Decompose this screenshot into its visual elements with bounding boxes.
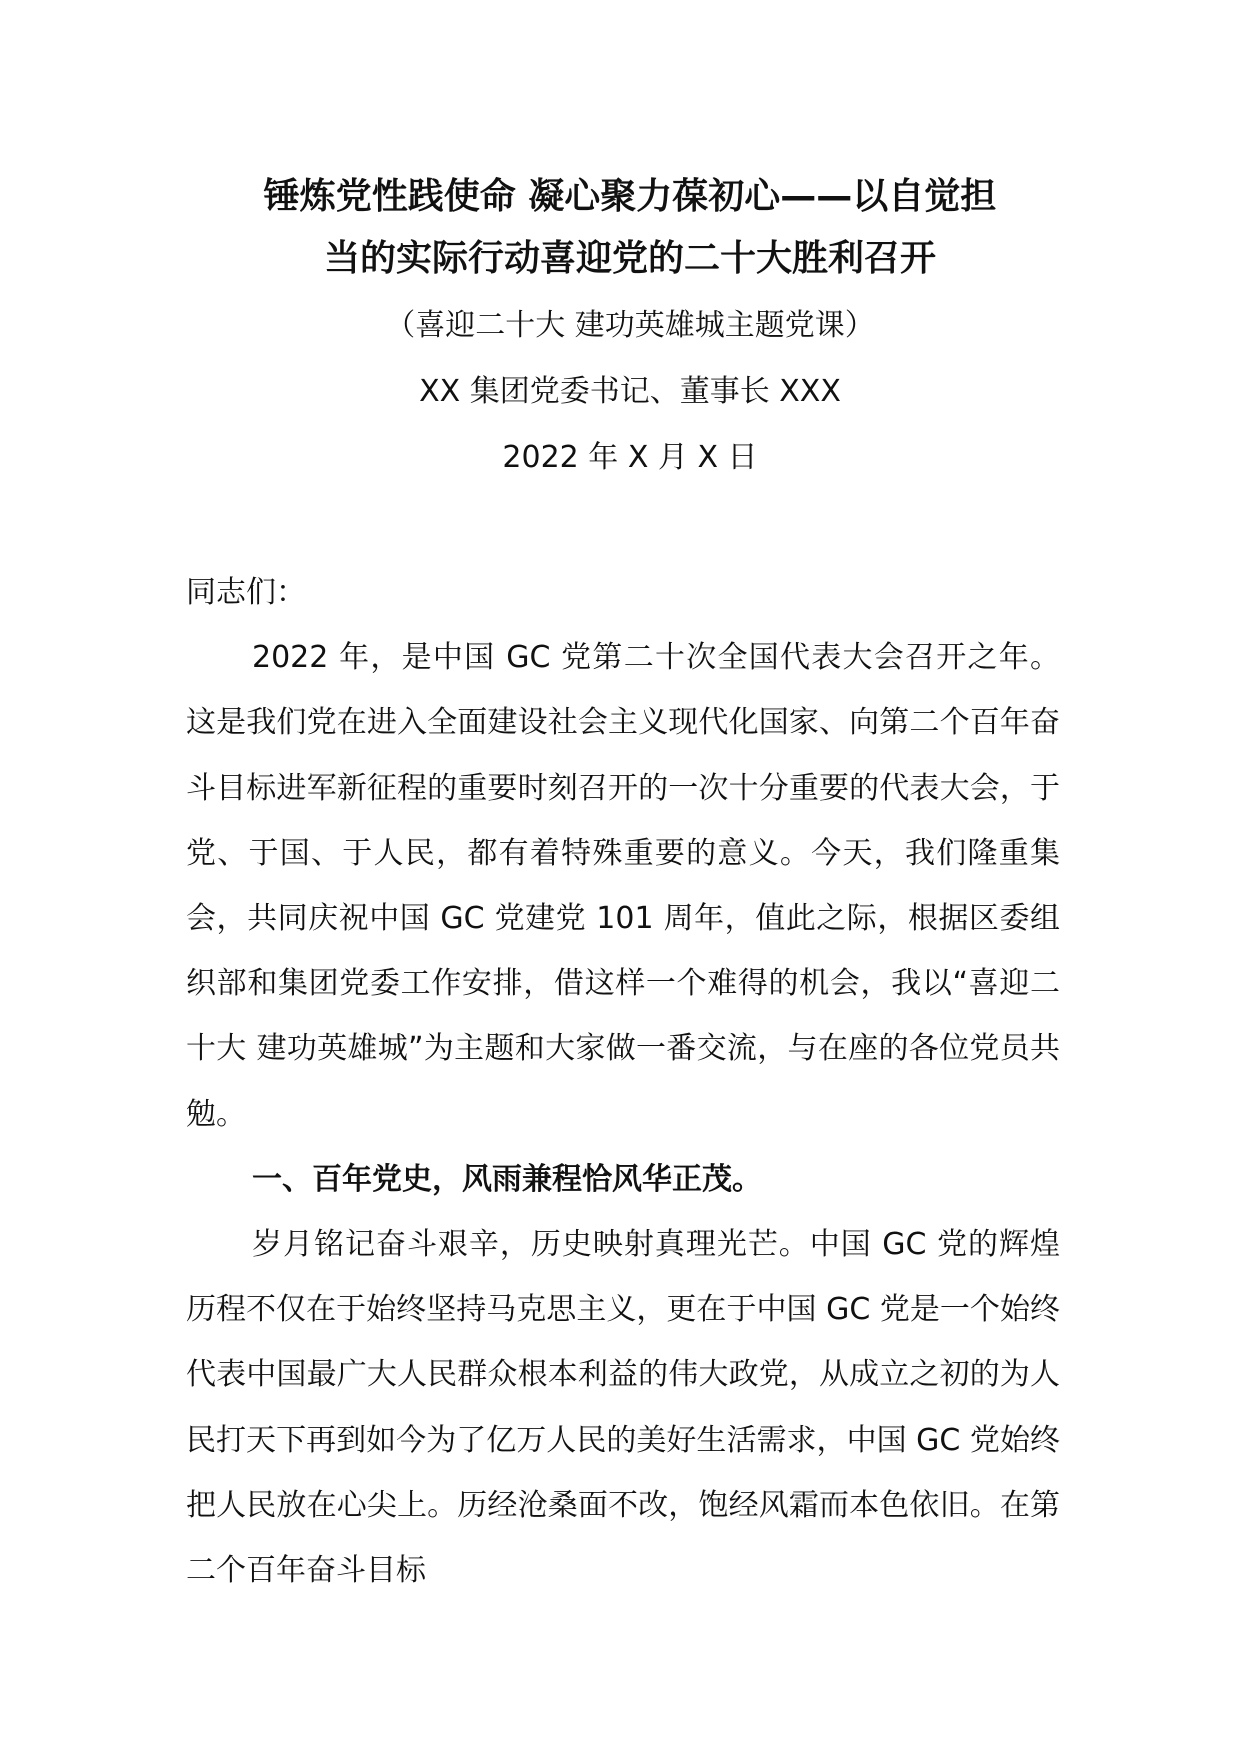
document-date: 2022 年 X 月 X 日 [502, 440, 758, 475]
document-subtitle: （喜迎二十大 建功英雄城主题党课） [385, 308, 875, 343]
paragraph-intro: 2022 年，是中国 GC 党第二十次全国代表大会召开之年。这是我们党在进入全面建设社会主义现代化国家、向第二个百年奋斗目标进军新征程的重要时刻召开的一次十分重要的代表大会，于党、于国、于人民，都有着特殊重要的意义。今天，我们隆重集会，共同庆祝中国 GC 党建党 101 周年，值此之际，根据区委组织部和集团党委工作安排，借这样一个难得的机会，我以“喜迎二十大 建功英雄城”为主题和大家做一番交流，与在座的各位党员共勉。 [186, 640, 1060, 1132]
paragraph-section-1: 岁月铭记奋斗艰辛，历史映射真理光芒。中国 GC 党的辉煌历程不仅在于始终坚持马克思主义，更在于中国 GC 党是一个始终代表中国最广大人民群众根本利益的伟大政党，从成立之初的为人民打天下再到如今为了亿万人民的美好生活需求，中国 GC 党始终把人民放在心尖上。历经沧桑面不改，饱经风霜而本色依旧。在第二个百年奋斗目标 [186, 1227, 1060, 1589]
document-body [186, 560, 1060, 1603]
document-title-line-1: 锤炼党性践使命 凝心聚力葆初心——以自觉担 [263, 176, 997, 217]
section-heading-1: 一、百年党史，风雨兼程恰风华正茂。 [252, 1161, 762, 1197]
document-title-line-2: 当的实际行动喜迎党的二十大胜利召开 [323, 238, 936, 279]
document-author: XX 集团党委书记、董事长 XXX [419, 374, 841, 409]
salutation: 同志们： [186, 575, 306, 610]
